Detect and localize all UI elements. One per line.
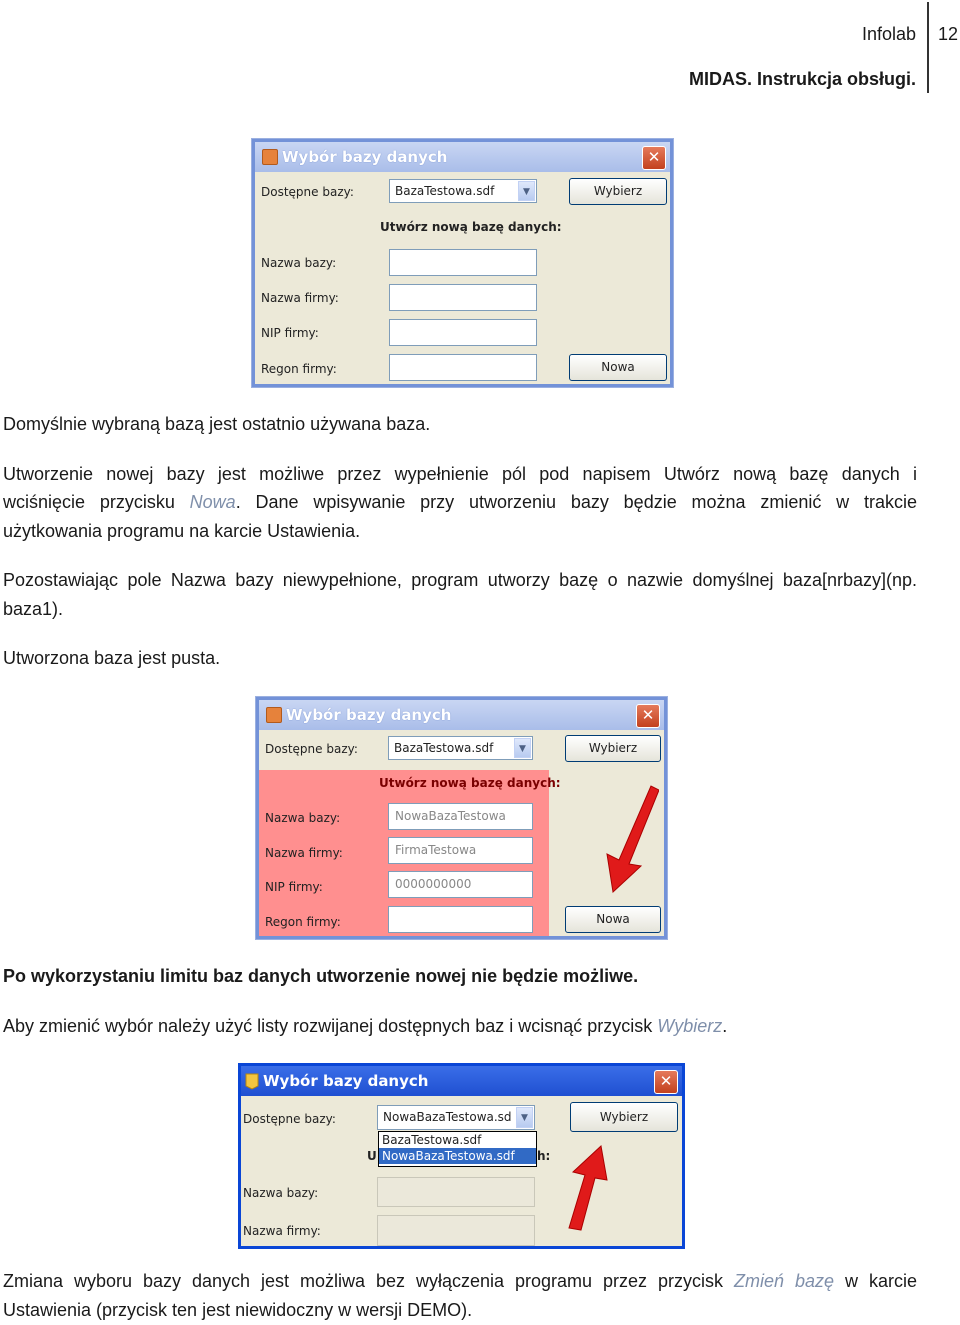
chevron-down-icon[interactable]: ▼ [518,181,535,201]
available-databases-label: Dostępne bazy: [243,1112,336,1126]
database-select-value: NowaBazaTestowa.sd [383,1110,512,1124]
paragraph-default-name-line1: Pozostawiając pole Nazwa bazy niewypełnione, program utworzy bazę o nazwie domyślnej baza[nrbazy](np. [3,570,917,590]
paragraph-default-db: Domyślnie wybraną bazą jest ostatnio używana baza. [3,414,431,434]
regon-input[interactable] [389,354,537,381]
dialog-select-database-2 [256,697,667,939]
db-name-label: Nazwa bazy: [261,256,337,270]
close-icon[interactable]: ✕ [654,1070,678,1094]
company-name-input[interactable] [377,1215,535,1246]
nip-value: 0000000000 [395,877,472,891]
select-button[interactable]: Wybierz [565,735,661,762]
paragraph-create-line3: użytkowania programu na karcie Ustawienia. [3,521,361,541]
nip-label: NIP firmy: [265,880,323,894]
section-title: Utwórz nową bazę danych: [379,776,561,790]
db-name-label: Nazwa bazy: [243,1186,319,1200]
available-databases-label: Dostępne bazy: [261,185,354,199]
dialog-title-bar[interactable] [241,1066,682,1096]
paragraph-create-line1: Utworzenie nowej bazy jest możliwe przez wypełnienie pól pod napisem Utwórz nową bazę danych i [3,464,917,484]
paragraph-change-db-line2: Ustawienia (przycisk ten jest niewidoczny w wersji DEMO). [3,1300,473,1320]
nip-input[interactable] [388,871,533,898]
document-title: MIDAS. Instrukcja obsługi. [688,69,916,89]
database-dropdown-list[interactable] [378,1131,537,1167]
dialog-title: Wybór bazy danych [286,706,452,724]
red-arrow-icon [567,1142,617,1232]
db-name-input[interactable] [388,803,533,830]
available-databases-label: Dostępne bazy: [265,742,358,756]
section-title: Utwórz nową bazę danych: [380,220,562,234]
section-title-partial-left: U [367,1149,377,1163]
chevron-down-icon[interactable]: ▼ [516,1107,533,1128]
red-arrow-icon [589,780,659,900]
select-button[interactable]: Wybierz [570,1102,678,1132]
header-rule [927,2,929,93]
dialog-select-database-3 [238,1063,685,1249]
database-select[interactable] [388,736,533,760]
database-select[interactable] [389,179,537,203]
new-button[interactable]: Nowa [565,906,661,933]
close-icon[interactable]: ✕ [636,704,660,728]
db-name-label: Nazwa bazy: [265,811,341,825]
header-company: Infolab [861,24,916,44]
db-name-input[interactable] [377,1177,535,1207]
company-name-value: FirmaTestowa [395,843,477,857]
new-button-reference: Nowa [189,492,236,512]
dialog-title-bar[interactable] [259,700,664,730]
paragraph-change-selection: Aby zmienić wybór należy użyć listy rozwijanej dostępnych baz i wcisnąć przycisk Wybierz. [3,1016,728,1036]
regon-label: Regon firmy: [265,915,341,929]
paragraph-limit-warning: Po wykorzystaniu limitu baz danych utworzenie nowej nie będzie możliwe. [3,966,639,986]
dialog-title-bar[interactable] [255,142,670,172]
dialog-title: Wybór bazy danych [263,1072,429,1090]
page-number: 12 [937,24,958,44]
close-icon[interactable]: ✕ [642,146,666,170]
new-button[interactable]: Nowa [569,354,667,381]
regon-label: Regon firmy: [261,362,337,376]
database-select-value: BazaTestowa.sdf [394,741,494,755]
dialog-select-database-1 [252,139,673,387]
paragraph-default-name-line2: baza1). [3,599,64,619]
select-button-reference: Wybierz [657,1016,723,1036]
database-select[interactable] [377,1105,535,1130]
regon-input[interactable] [388,906,533,933]
nip-label: NIP firmy: [261,326,319,340]
database-select-value: BazaTestowa.sdf [395,184,495,198]
company-name-input[interactable] [389,284,537,311]
company-name-label: Nazwa firmy: [265,846,343,860]
paragraph-empty-db: Utworzona baza jest pusta. [3,648,221,668]
dropdown-option[interactable]: BazaTestowa.sdf [382,1133,482,1147]
dropdown-option-selected[interactable]: NowaBazaTestowa.sdf [379,1148,536,1164]
company-name-label: Nazwa firmy: [243,1224,321,1238]
select-button[interactable]: Wybierz [569,178,667,205]
app-icon [262,149,278,165]
db-name-input[interactable] [389,249,537,276]
chevron-down-icon[interactable]: ▼ [514,738,531,758]
paragraph-change-db-line1: Zmiana wyboru bazy danych jest możliwa bez wyłączenia programu przez przycisk Zmień bazę w karcie [3,1271,918,1291]
paragraph-create-line2: wciśnięcie przycisku Nowa. Dane wpisywanie przy utworzeniu bazy będzie można zmienić w trakcie [3,492,917,512]
company-name-label: Nazwa firmy: [261,291,339,305]
db-name-value: NowaBazaTestowa [395,809,506,823]
app-icon [244,1072,260,1090]
change-db-button-reference: Zmień bazę [734,1271,835,1291]
section-title-partial-right: h: [537,1149,551,1163]
dialog-title: Wybór bazy danych [282,148,448,166]
app-icon [266,707,282,723]
nip-input[interactable] [389,319,537,346]
company-name-input[interactable] [388,837,533,864]
